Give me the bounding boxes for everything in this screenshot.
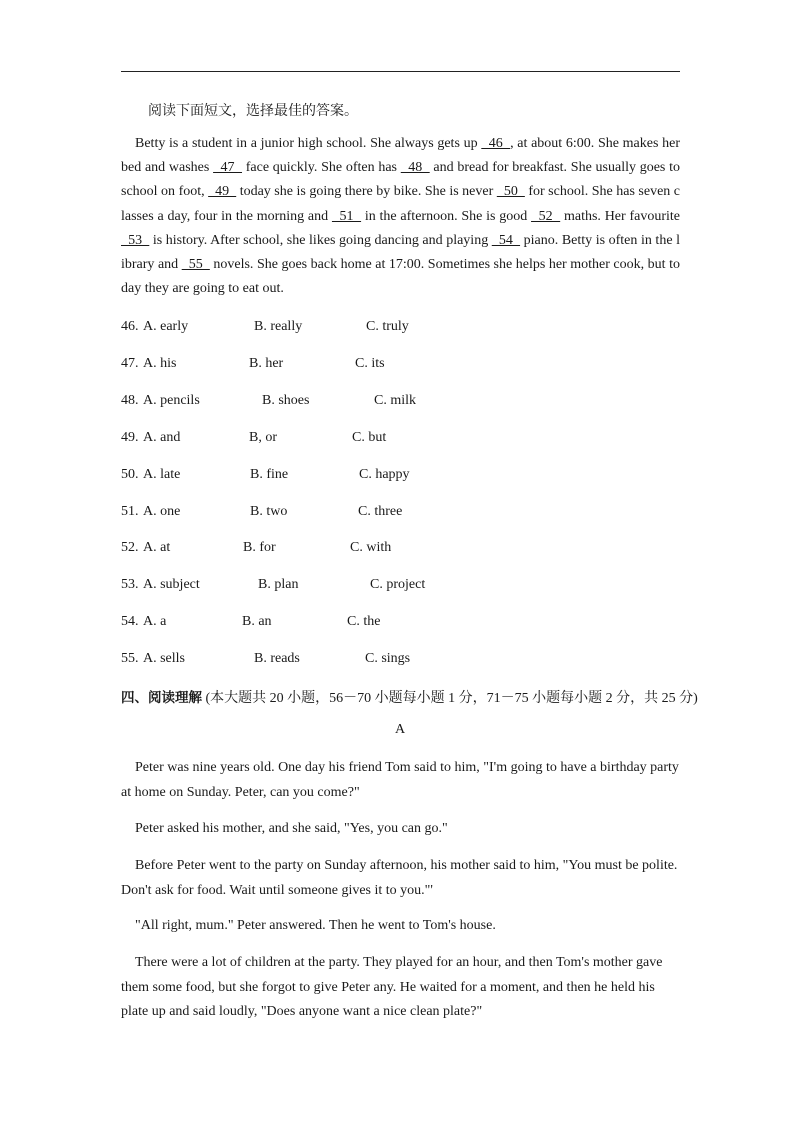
option-c: C. but: [352, 430, 387, 445]
story-paragraph-2: Peter asked his mother, and she said, "Yes, you can go.": [135, 821, 448, 836]
passage-text: and bread for breakfast. She usually goes to school on foot,: [121, 160, 680, 200]
question-number: 52.: [121, 540, 139, 555]
option-b: B. her: [249, 356, 284, 371]
option-a: A. late: [143, 467, 181, 482]
question-number: 54.: [121, 614, 139, 629]
question-number: 48.: [121, 393, 139, 408]
option-a: A. at: [143, 540, 171, 555]
option-b: B. fine: [250, 467, 289, 482]
question-number: 46.: [121, 319, 139, 334]
cloze-blank: 48: [400, 160, 430, 176]
option-b: B. for: [243, 540, 276, 555]
section-note: (本大题共 20 小题，56－70 小题每小题 1 分，71－75 小题每小题 2 分，共 25 分): [205, 691, 698, 706]
option-c: C. sings: [365, 651, 411, 666]
cloze-blank: 46: [481, 136, 511, 151]
option-b: B. plan: [258, 577, 299, 592]
option-c: C. project: [370, 577, 426, 592]
option-a: A. sells: [143, 651, 185, 666]
cloze-blank: 52: [531, 208, 561, 224]
option-a: A. subject: [143, 577, 200, 592]
subsection-label: A: [395, 722, 406, 737]
question-number: 49.: [121, 430, 139, 445]
cloze-blank: 54: [491, 232, 521, 248]
cloze-blank: 47: [213, 160, 243, 176]
question-number: 51.: [121, 504, 139, 519]
option-a: A. pencils: [143, 393, 200, 408]
passage-text: face quickly. She often has: [242, 160, 401, 176]
option-a: A. one: [143, 504, 181, 519]
option-a: A. early: [143, 319, 189, 334]
story-paragraph-4: "All right, mum." Peter answered. Then he went to Tom's house.: [135, 918, 496, 933]
passage-text: for school. She has seven classes a day, four in the morning and: [121, 184, 681, 224]
passage-text: piano. Betty is often in the library and: [121, 232, 681, 273]
option-b: B. reads: [254, 651, 300, 666]
option-c: C. three: [358, 504, 403, 519]
question-number: 50.: [121, 467, 139, 482]
passage-text: in the afternoon. She is good: [361, 208, 532, 224]
option-b: B. two: [250, 504, 288, 519]
section-title: 四、阅读理解: [121, 690, 202, 706]
question-number: 55.: [121, 651, 139, 666]
story-paragraph-1: Peter was nine years old. One day his friend Tom said to him, "I'm going to have a birthday party at home on Sunday. Peter, can you come?": [121, 760, 679, 800]
option-b: B. an: [242, 614, 272, 629]
option-a: A. his: [143, 356, 177, 371]
question-number: 53.: [121, 577, 139, 592]
story-paragraph-3: Before Peter went to the party on Sunday afternoon, his mother said to him, "You must be polite. Don't ask for food. Wait until someone gives it to you."': [121, 858, 678, 898]
option-c: C. with: [350, 540, 392, 555]
cloze-blank: 49: [208, 184, 237, 200]
cloze-blank: 53: [121, 232, 150, 248]
passage-text: Betty is a student in a junior high school. She always gets up: [135, 136, 482, 151]
cloze-blank: 50: [496, 184, 525, 200]
section-heading: [121, 686, 698, 707]
cloze-blank: 51: [331, 208, 362, 224]
option-c: C. milk: [374, 393, 417, 408]
option-c: C. happy: [359, 467, 410, 482]
option-c: C. its: [355, 356, 385, 371]
passage-text: is history. After school, she likes going dancing and playing: [149, 232, 492, 248]
option-b: B. shoes: [262, 393, 310, 408]
instruction-text: 阅读下面短文，选择最佳的答案。: [148, 104, 358, 119]
option-b: B. really: [254, 319, 303, 334]
passage-text: novels. She goes back home at 17:00. Sometimes she helps her mother cook, but today they are going to eat out.: [121, 257, 680, 297]
header-rule: [121, 71, 680, 72]
question-number: 47.: [121, 356, 139, 371]
passage-text: , at about 6:00. She makes her bed and washes: [121, 136, 681, 176]
option-b: B, or: [249, 430, 277, 445]
option-c: C. truly: [366, 319, 409, 334]
passage-text: today she is going there by bike. She is never: [236, 184, 497, 200]
option-a: A. and: [143, 430, 181, 445]
story-paragraph-5: There were a lot of children at the party. They played for an hour, and then Tom's mother gave them some food, but she forgot to give Peter any. He waited for a moment, and then he held his plate up and said loudly, "Does anyone want a nice clean plate?": [121, 955, 663, 1019]
option-a: A. a: [143, 614, 167, 629]
passage-text: maths. Her favourite: [560, 208, 680, 224]
cloze-blank: 55: [181, 257, 210, 273]
option-c: C. the: [347, 614, 381, 629]
cloze-passage: [121, 132, 680, 301]
